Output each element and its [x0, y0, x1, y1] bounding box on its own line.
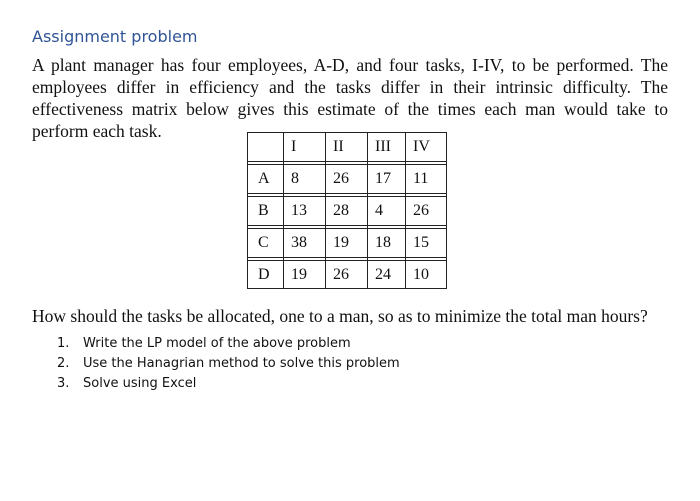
matrix-cell: 26: [325, 260, 367, 289]
matrix-cell: 4: [367, 196, 405, 225]
matrix-cell: 19: [325, 228, 367, 257]
matrix-row-label: B: [247, 196, 283, 225]
matrix-cell: 11: [405, 164, 447, 193]
list-item-text: Use the Hanagrian method to solve this problem: [83, 356, 400, 371]
list-item: [57, 334, 400, 354]
section-heading: Assignment problem: [32, 27, 198, 46]
list-item-text: Solve using Excel: [83, 376, 197, 391]
matrix-cell: 24: [367, 260, 405, 289]
list-number: 2.: [57, 356, 70, 371]
matrix-cell: 38: [283, 228, 325, 257]
matrix-cell: 28: [325, 196, 367, 225]
matrix-cell: 10: [405, 260, 447, 289]
matrix-row-a: [247, 164, 447, 193]
matrix-col-header: III: [367, 132, 405, 161]
matrix-cell: 8: [283, 164, 325, 193]
list-item: [57, 374, 400, 394]
matrix-row-d: [247, 260, 447, 289]
matrix-cell: 19: [283, 260, 325, 289]
matrix-col-header: I: [283, 132, 325, 161]
matrix-col-header: II: [325, 132, 367, 161]
matrix-cell: 26: [325, 164, 367, 193]
matrix-cell: 26: [405, 196, 447, 225]
matrix-col-header: IV: [405, 132, 447, 161]
matrix-cell: 15: [405, 228, 447, 257]
list-number: 3.: [57, 376, 70, 391]
task-list: [57, 334, 400, 394]
effectiveness-matrix: [247, 132, 447, 289]
matrix-header-row: [247, 132, 447, 161]
problem-statement: A plant manager has four employees, A-D, and four tasks, I-IV, to be performed. The employees differ in efficiency and the tasks differ in their intrinsic difficulty. The effectiveness matrix below gives this estimate of the times each man would take to perform each task.: [32, 55, 668, 141]
matrix-row-label: A: [247, 164, 283, 193]
matrix-cell: 13: [283, 196, 325, 225]
list-number: 1.: [57, 336, 70, 351]
matrix-corner-cell: [247, 132, 283, 161]
matrix-cell: 18: [367, 228, 405, 257]
question-text: How should the tasks be allocated, one to a man, so as to minimize the total man hours?: [32, 306, 648, 326]
matrix-row-b: [247, 196, 447, 225]
list-item-text: Write the LP model of the above problem: [83, 336, 351, 351]
matrix-cell: 17: [367, 164, 405, 193]
matrix-row-c: [247, 228, 447, 257]
matrix-row-label: D: [247, 260, 283, 289]
matrix-row-label: C: [247, 228, 283, 257]
list-item: [57, 354, 400, 374]
